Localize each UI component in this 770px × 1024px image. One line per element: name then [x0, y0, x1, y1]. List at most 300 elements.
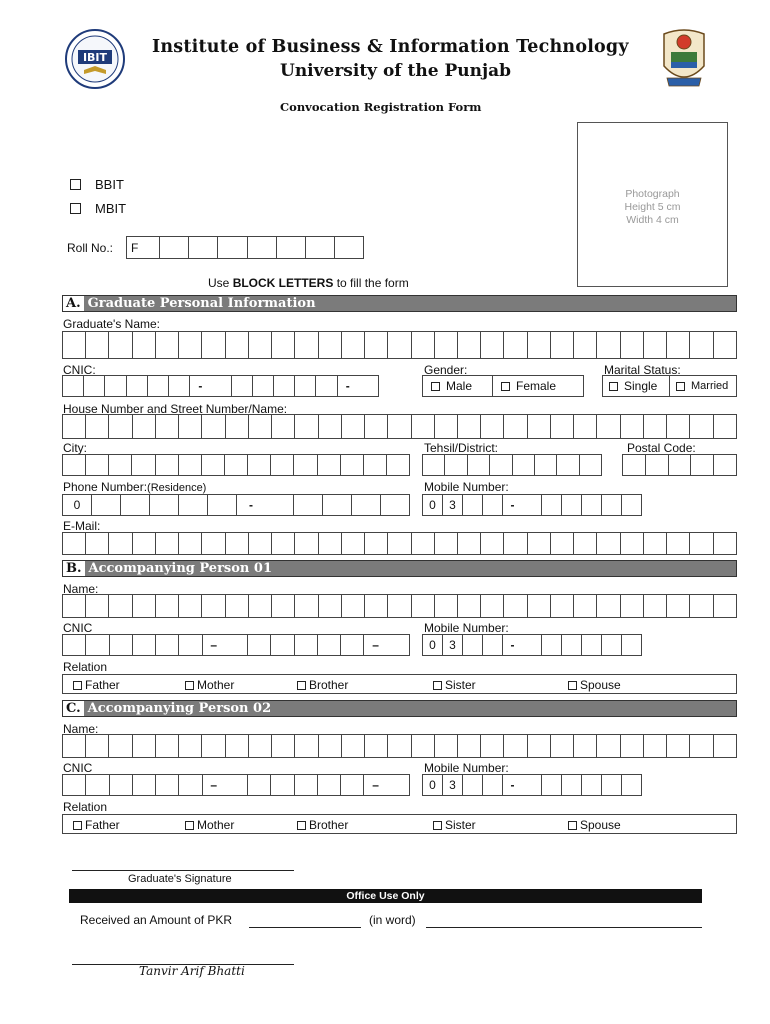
input-cell[interactable]: [202, 533, 225, 554]
input-cell[interactable]: [109, 533, 132, 554]
input-cell[interactable]: [483, 635, 503, 655]
input-cell[interactable]: [644, 533, 667, 554]
input-cell[interactable]: [92, 495, 121, 515]
input-cell[interactable]: [109, 332, 132, 358]
input-cell[interactable]: [226, 415, 249, 438]
input-cell[interactable]: [127, 376, 148, 396]
input-cell[interactable]: [86, 775, 109, 795]
input-cell[interactable]: [208, 495, 237, 515]
input-cell[interactable]: [133, 775, 156, 795]
input-cell[interactable]: [271, 775, 294, 795]
relation-option-brother[interactable]: [297, 678, 348, 692]
person1-cnic-field[interactable]: [62, 634, 410, 656]
input-cell[interactable]: [86, 635, 109, 655]
input-cell[interactable]: [522, 775, 542, 795]
input-cell[interactable]: [295, 332, 318, 358]
input-cell[interactable]: [63, 455, 86, 475]
input-cell[interactable]: [463, 775, 483, 795]
input-cell[interactable]: [63, 735, 86, 757]
input-cell[interactable]: 3: [443, 775, 463, 795]
person1-name-field[interactable]: [62, 594, 737, 618]
input-cell[interactable]: [249, 332, 272, 358]
input-cell[interactable]: [481, 735, 504, 757]
input-cell[interactable]: [557, 455, 579, 475]
input-cell[interactable]: [295, 735, 318, 757]
input-cell[interactable]: [86, 455, 109, 475]
input-cell[interactable]: [528, 595, 551, 617]
input-cell[interactable]: [582, 775, 602, 795]
input-cell[interactable]: [295, 775, 318, 795]
input-cell[interactable]: [179, 332, 202, 358]
input-cell[interactable]: [249, 533, 272, 554]
input-cell[interactable]: [714, 332, 736, 358]
input-cell[interactable]: [232, 376, 253, 396]
input-cell[interactable]: [435, 533, 458, 554]
input-cell[interactable]: [481, 595, 504, 617]
input-cell[interactable]: [388, 415, 411, 438]
input-cell[interactable]: [644, 332, 667, 358]
input-cell[interactable]: [210, 376, 231, 396]
graduate-name-field[interactable]: [62, 331, 737, 359]
input-cell[interactable]: [483, 495, 503, 515]
input-cell[interactable]: [622, 775, 641, 795]
input-cell[interactable]: [63, 635, 86, 655]
input-cell[interactable]: [133, 533, 156, 554]
input-cell[interactable]: 3: [443, 495, 463, 515]
input-cell[interactable]: [435, 595, 458, 617]
input-cell[interactable]: [551, 595, 574, 617]
cnic-field[interactable]: [62, 375, 379, 397]
input-cell[interactable]: [690, 332, 713, 358]
input-cell[interactable]: [667, 332, 690, 358]
input-cell[interactable]: [110, 635, 133, 655]
input-cell[interactable]: [341, 775, 364, 795]
input-cell[interactable]: [319, 415, 342, 438]
amount-pkr-line[interactable]: [249, 927, 361, 928]
input-cell[interactable]: [225, 635, 248, 655]
input-cell[interactable]: [481, 415, 504, 438]
input-cell[interactable]: [458, 332, 481, 358]
relation-checkbox[interactable]: [73, 681, 82, 690]
input-cell[interactable]: [667, 415, 690, 438]
married-checkbox[interactable]: [676, 382, 685, 391]
input-cell[interactable]: [542, 495, 562, 515]
input-cell[interactable]: [481, 533, 504, 554]
input-cell[interactable]: [133, 635, 156, 655]
input-cell[interactable]: [319, 332, 342, 358]
input-cell[interactable]: [551, 415, 574, 438]
relation-checkbox[interactable]: [297, 821, 306, 830]
program-option-mbit[interactable]: [70, 201, 126, 216]
input-cell[interactable]: [202, 455, 225, 475]
tehsil-district-field[interactable]: [422, 454, 602, 476]
input-cell[interactable]: [272, 415, 295, 438]
input-cell[interactable]: [63, 595, 86, 617]
input-cell[interactable]: [63, 376, 84, 396]
input-cell[interactable]: [248, 635, 271, 655]
input-cell[interactable]: [714, 533, 736, 554]
input-cell[interactable]: [468, 455, 490, 475]
input-cell[interactable]: [621, 415, 644, 438]
input-cell[interactable]: [295, 415, 318, 438]
input-cell[interactable]: [412, 332, 435, 358]
input-cell[interactable]: [202, 595, 225, 617]
input-cell[interactable]: [513, 455, 535, 475]
input-cell[interactable]: [84, 376, 105, 396]
relation-checkbox[interactable]: [185, 681, 194, 690]
input-cell[interactable]: [387, 455, 409, 475]
input-cell[interactable]: [528, 415, 551, 438]
relation-checkbox[interactable]: [433, 681, 442, 690]
input-cell[interactable]: [226, 332, 249, 358]
input-cell[interactable]: [365, 595, 388, 617]
input-cell[interactable]: [690, 595, 713, 617]
input-cell[interactable]: [226, 735, 249, 757]
input-cell[interactable]: [387, 635, 409, 655]
input-cell[interactable]: [621, 332, 644, 358]
input-cell[interactable]: [644, 735, 667, 757]
amount-in-words-line[interactable]: [426, 927, 702, 928]
input-cell[interactable]: [319, 735, 342, 757]
input-cell[interactable]: [504, 415, 527, 438]
input-cell[interactable]: [381, 495, 409, 515]
input-cell[interactable]: [294, 455, 317, 475]
input-cell[interactable]: [582, 495, 602, 515]
input-cell[interactable]: [295, 635, 318, 655]
input-cell[interactable]: [63, 415, 86, 438]
input-cell[interactable]: [202, 332, 225, 358]
input-cell[interactable]: [435, 735, 458, 757]
city-field[interactable]: [62, 454, 410, 476]
input-cell[interactable]: [542, 635, 562, 655]
input-cell[interactable]: [580, 455, 601, 475]
input-cell[interactable]: [535, 455, 557, 475]
input-cell[interactable]: [248, 775, 271, 795]
input-cell[interactable]: [342, 332, 365, 358]
input-cell[interactable]: [528, 533, 551, 554]
input-cell[interactable]: [202, 415, 225, 438]
input-cell[interactable]: [133, 595, 156, 617]
input-cell[interactable]: [63, 533, 86, 554]
input-cell[interactable]: [179, 533, 202, 554]
female-checkbox[interactable]: [501, 382, 510, 391]
input-cell[interactable]: [597, 595, 620, 617]
mbit-checkbox[interactable]: [70, 203, 81, 214]
input-cell[interactable]: [202, 735, 225, 757]
input-cell[interactable]: [562, 495, 582, 515]
input-cell[interactable]: [528, 735, 551, 757]
input-cell[interactable]: [132, 455, 155, 475]
input-cell[interactable]: [690, 415, 713, 438]
roll-no-cell[interactable]: [218, 237, 247, 258]
input-cell[interactable]: [63, 332, 86, 358]
input-cell[interactable]: [597, 533, 620, 554]
input-cell[interactable]: [714, 735, 736, 757]
input-cell[interactable]: [156, 775, 179, 795]
input-cell[interactable]: [528, 332, 551, 358]
input-cell[interactable]: [562, 635, 582, 655]
input-cell[interactable]: 3: [443, 635, 463, 655]
person2-cnic-field[interactable]: [62, 774, 410, 796]
input-cell[interactable]: [226, 533, 249, 554]
input-cell[interactable]: [388, 533, 411, 554]
input-cell[interactable]: [458, 735, 481, 757]
input-cell[interactable]: [121, 495, 150, 515]
input-cell[interactable]: [294, 495, 323, 515]
relation-option-brother[interactable]: [297, 818, 348, 832]
input-cell[interactable]: 0: [423, 495, 443, 515]
input-cell[interactable]: [133, 415, 156, 438]
input-cell[interactable]: [623, 455, 646, 475]
input-cell[interactable]: [342, 533, 365, 554]
input-cell[interactable]: [156, 735, 179, 757]
input-cell[interactable]: [669, 455, 692, 475]
input-cell[interactable]: [318, 775, 341, 795]
input-cell[interactable]: [133, 735, 156, 757]
input-cell[interactable]: [156, 455, 179, 475]
input-cell[interactable]: [225, 455, 248, 475]
photograph-box[interactable]: [577, 122, 728, 287]
input-cell[interactable]: [667, 735, 690, 757]
input-cell[interactable]: [150, 495, 179, 515]
relation-checkbox[interactable]: [73, 821, 82, 830]
program-option-bbit[interactable]: [70, 177, 124, 192]
input-cell[interactable]: [644, 595, 667, 617]
input-cell[interactable]: [316, 376, 337, 396]
input-cell[interactable]: [179, 495, 208, 515]
relation-option-sister[interactable]: [433, 818, 476, 832]
input-cell[interactable]: [169, 376, 190, 396]
input-cell[interactable]: [265, 495, 294, 515]
postal-code-field[interactable]: [622, 454, 737, 476]
input-cell[interactable]: [622, 635, 641, 655]
input-cell[interactable]: [86, 595, 109, 617]
relation-checkbox[interactable]: [433, 821, 442, 830]
relation-checkbox[interactable]: [185, 821, 194, 830]
input-cell[interactable]: [249, 595, 272, 617]
input-cell[interactable]: [253, 376, 274, 396]
input-cell[interactable]: [574, 533, 597, 554]
input-cell[interactable]: [249, 415, 272, 438]
email-field[interactable]: [62, 532, 737, 555]
input-cell[interactable]: [621, 533, 644, 554]
input-cell[interactable]: 0: [423, 775, 443, 795]
input-cell[interactable]: [272, 533, 295, 554]
single-checkbox[interactable]: [609, 382, 618, 391]
input-cell[interactable]: [342, 735, 365, 757]
input-cell[interactable]: 0: [423, 635, 443, 655]
input-cell[interactable]: [341, 455, 364, 475]
relation-checkbox[interactable]: [297, 681, 306, 690]
roll-no-cell[interactable]: [335, 237, 363, 258]
input-cell[interactable]: [458, 415, 481, 438]
input-cell[interactable]: [86, 415, 109, 438]
input-cell[interactable]: [412, 735, 435, 757]
input-cell[interactable]: [504, 735, 527, 757]
relation-option-spouse[interactable]: [568, 678, 621, 692]
male-checkbox[interactable]: [431, 382, 440, 391]
input-cell[interactable]: [412, 415, 435, 438]
relation-option-spouse[interactable]: [568, 818, 621, 832]
input-cell[interactable]: [458, 595, 481, 617]
roll-no-cell[interactable]: [277, 237, 306, 258]
input-cell[interactable]: [86, 735, 109, 757]
roll-no-cell[interactable]: [306, 237, 335, 258]
input-cell[interactable]: [458, 533, 481, 554]
input-cell[interactable]: [86, 533, 109, 554]
graduate-signature-line[interactable]: [72, 870, 294, 871]
input-cell[interactable]: [248, 455, 271, 475]
input-cell[interactable]: [481, 332, 504, 358]
input-cell[interactable]: [225, 775, 248, 795]
roll-no-cell[interactable]: F: [127, 237, 160, 258]
input-cell[interactable]: [597, 332, 620, 358]
input-cell[interactable]: [574, 332, 597, 358]
input-cell[interactable]: [105, 376, 126, 396]
input-cell[interactable]: [272, 332, 295, 358]
roll-no-cell[interactable]: [248, 237, 277, 258]
input-cell[interactable]: [597, 415, 620, 438]
person1-mobile-field[interactable]: [422, 634, 642, 656]
input-cell[interactable]: [86, 332, 109, 358]
input-cell[interactable]: [690, 735, 713, 757]
input-cell[interactable]: [463, 635, 483, 655]
input-cell[interactable]: [365, 533, 388, 554]
input-cell[interactable]: [622, 495, 641, 515]
input-cell[interactable]: [352, 495, 381, 515]
person2-mobile-field[interactable]: [422, 774, 642, 796]
input-cell[interactable]: [388, 595, 411, 617]
input-cell[interactable]: [365, 735, 388, 757]
input-cell[interactable]: [271, 455, 294, 475]
relation-checkbox[interactable]: [568, 821, 577, 830]
input-cell[interactable]: [714, 595, 736, 617]
phone-number-field[interactable]: [62, 494, 410, 516]
input-cell[interactable]: [388, 735, 411, 757]
input-cell[interactable]: [551, 332, 574, 358]
input-cell[interactable]: [109, 455, 132, 475]
input-cell[interactable]: [156, 415, 179, 438]
input-cell[interactable]: [133, 332, 156, 358]
input-cell[interactable]: [272, 595, 295, 617]
input-cell[interactable]: [179, 455, 202, 475]
input-cell[interactable]: [574, 735, 597, 757]
input-cell[interactable]: [319, 533, 342, 554]
input-cell[interactable]: [574, 595, 597, 617]
input-cell[interactable]: [490, 455, 512, 475]
input-cell[interactable]: [621, 595, 644, 617]
input-cell[interactable]: [504, 533, 527, 554]
input-cell[interactable]: [667, 595, 690, 617]
input-cell[interactable]: [156, 332, 179, 358]
input-cell[interactable]: [463, 495, 483, 515]
input-cell[interactable]: [365, 415, 388, 438]
input-cell[interactable]: [412, 595, 435, 617]
relation-option-mother[interactable]: [185, 818, 234, 832]
input-cell[interactable]: [522, 495, 542, 515]
input-cell[interactable]: [551, 533, 574, 554]
input-cell[interactable]: [179, 635, 202, 655]
input-cell[interactable]: [63, 775, 86, 795]
input-cell[interactable]: [646, 455, 669, 475]
input-cell[interactable]: [323, 495, 352, 515]
input-cell[interactable]: [364, 455, 387, 475]
input-cell[interactable]: [602, 495, 622, 515]
input-cell[interactable]: [342, 415, 365, 438]
roll-no-cell[interactable]: [189, 237, 218, 258]
input-cell[interactable]: [667, 533, 690, 554]
input-cell[interactable]: [714, 455, 736, 475]
input-cell[interactable]: [156, 595, 179, 617]
gender-male-option[interactable]: [423, 376, 493, 396]
input-cell[interactable]: [445, 455, 467, 475]
input-cell[interactable]: [341, 635, 364, 655]
input-cell[interactable]: [365, 332, 388, 358]
input-cell[interactable]: [602, 775, 622, 795]
input-cell[interactable]: [435, 332, 458, 358]
input-cell[interactable]: [714, 415, 736, 438]
relation-option-mother[interactable]: [185, 678, 234, 692]
input-cell[interactable]: [387, 775, 409, 795]
input-cell[interactable]: [342, 595, 365, 617]
input-cell[interactable]: [295, 376, 316, 396]
input-cell[interactable]: [582, 635, 602, 655]
input-cell[interactable]: [621, 735, 644, 757]
input-cell[interactable]: [179, 415, 202, 438]
input-cell[interactable]: [483, 775, 503, 795]
input-cell[interactable]: [272, 735, 295, 757]
relation-option-father[interactable]: [73, 818, 120, 832]
input-cell[interactable]: 0: [63, 495, 92, 515]
input-cell[interactable]: [249, 735, 272, 757]
input-cell[interactable]: [271, 635, 294, 655]
input-cell[interactable]: [179, 735, 202, 757]
input-cell[interactable]: [504, 595, 527, 617]
input-cell[interactable]: [574, 415, 597, 438]
input-cell[interactable]: [562, 775, 582, 795]
input-cell[interactable]: [148, 376, 169, 396]
mobile-number-field[interactable]: [422, 494, 642, 516]
input-cell[interactable]: [597, 735, 620, 757]
marital-married-option[interactable]: [670, 376, 728, 396]
input-cell[interactable]: [388, 332, 411, 358]
input-cell[interactable]: [110, 775, 133, 795]
input-cell[interactable]: [423, 455, 445, 475]
input-cell[interactable]: [109, 735, 132, 757]
input-cell[interactable]: [551, 735, 574, 757]
input-cell[interactable]: [295, 595, 318, 617]
roll-no-cell[interactable]: [160, 237, 189, 258]
input-cell[interactable]: [542, 775, 562, 795]
input-cell[interactable]: [644, 415, 667, 438]
input-cell[interactable]: [690, 533, 713, 554]
relation-option-sister[interactable]: [433, 678, 476, 692]
input-cell[interactable]: [226, 595, 249, 617]
bbit-checkbox[interactable]: [70, 179, 81, 190]
person2-name-field[interactable]: [62, 734, 737, 758]
input-cell[interactable]: [109, 415, 132, 438]
input-cell[interactable]: [318, 635, 341, 655]
input-cell[interactable]: [179, 775, 202, 795]
relation-option-father[interactable]: [73, 678, 120, 692]
input-cell[interactable]: [691, 455, 714, 475]
input-cell[interactable]: [274, 376, 295, 396]
input-cell[interactable]: [109, 595, 132, 617]
input-cell[interactable]: [156, 635, 179, 655]
input-cell[interactable]: [602, 635, 622, 655]
input-cell[interactable]: [156, 533, 179, 554]
input-cell[interactable]: [358, 376, 378, 396]
